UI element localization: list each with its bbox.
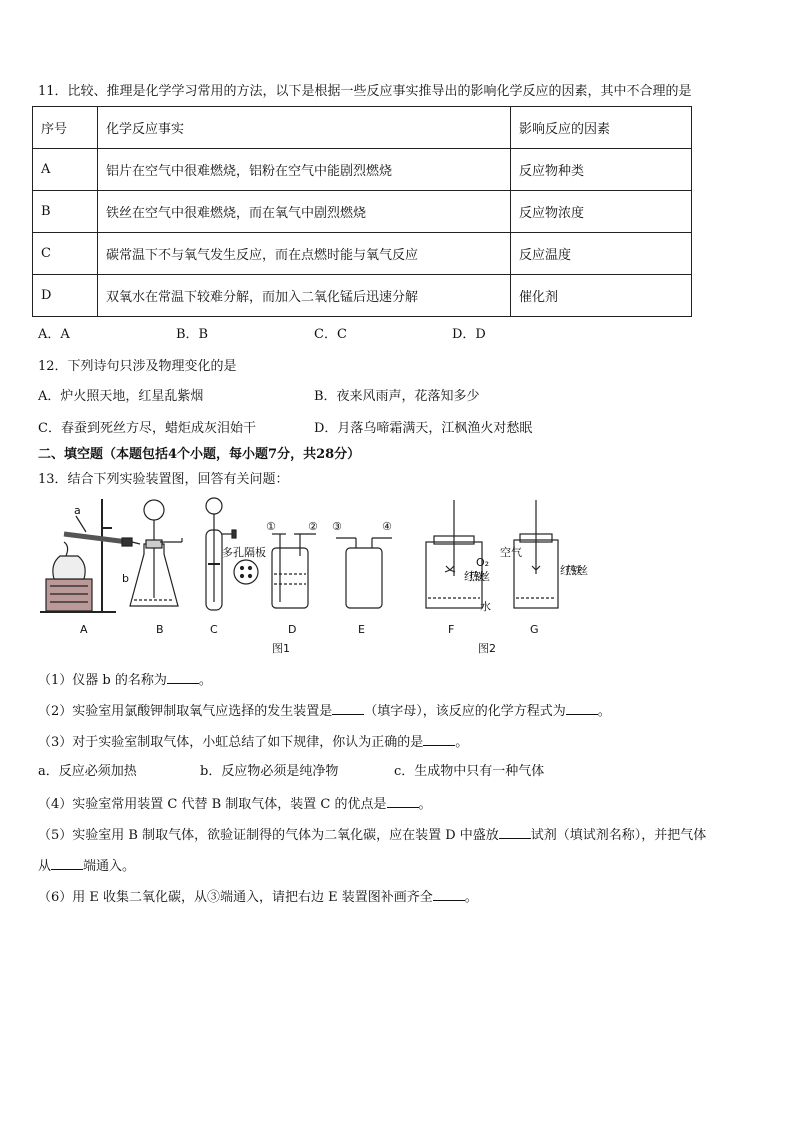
- f-water-label: 水: [480, 600, 491, 613]
- apparatus-b: [130, 500, 182, 606]
- letter-e: E: [358, 623, 365, 636]
- answer-blank[interactable]: [499, 826, 531, 839]
- g-hot-wire-label: 红热铁丝: [560, 564, 588, 577]
- letter-a: A: [80, 623, 88, 636]
- table-cell: 反应物浓度: [511, 191, 692, 233]
- answer-blank[interactable]: [387, 795, 419, 808]
- table-cell: 双氧水在常温下较难分解，而加入二氧化锰后迅速分解: [98, 275, 511, 317]
- apparatus-a: [40, 499, 140, 612]
- g-air-label: 空气: [500, 546, 522, 559]
- label-b-small: b: [122, 572, 129, 585]
- table-cell: D: [33, 275, 98, 317]
- q11-option-a: A．A: [38, 327, 70, 342]
- answer-blank[interactable]: [423, 733, 455, 746]
- table-row: [33, 191, 692, 233]
- q13-part-3: （3）对于实验室制取气体，小虹总结了如下规律，你认为正确的是 。: [38, 735, 469, 750]
- table-header: 化学反应事实: [98, 107, 511, 149]
- table-header: 序号: [33, 107, 98, 149]
- figure-2-caption: 图2: [478, 642, 496, 655]
- q13-part-6: （6）用 E 收集二氧化碳，从③端通入，请把右边 E 装置图补画齐全 。: [38, 890, 478, 905]
- table-cell: 反应物种类: [511, 149, 692, 191]
- q12-option-b: B．夜来风雨声，花落知多少: [314, 389, 480, 404]
- porous-plate-label: 多孔隔板: [222, 546, 266, 559]
- q13-part-2: （2）实验室用氯酸钾制取氧气应选择的发生装置是 （填字母），该反应的化学方程式为 。: [38, 704, 611, 719]
- table-cell: 催化剂: [511, 275, 692, 317]
- apparatus-f: [426, 500, 482, 608]
- table-row: [33, 233, 692, 275]
- table-cell: A: [33, 149, 98, 191]
- apparatus-figure: [36, 494, 596, 662]
- port-3: ③: [332, 520, 342, 533]
- answer-blank[interactable]: [51, 857, 83, 870]
- table-header: 影响反应的因素: [511, 107, 692, 149]
- q12-option-c: C．春蚕到死丝方尽，蜡炬成灰泪始干: [38, 421, 256, 436]
- table-cell: 铁丝在空气中很难燃烧，而在氧气中剧烈燃烧: [98, 191, 511, 233]
- letter-f: F: [448, 623, 455, 636]
- q11-stem: 11．比较、推理是化学学习常用的方法，以下是根据一些反应事实推导出的影响化学反应的因素，其中不合理的是: [38, 84, 692, 99]
- table-header-row: [33, 107, 692, 149]
- letter-b: B: [156, 623, 164, 636]
- table-cell: 反应温度: [511, 233, 692, 275]
- port-4: ④: [382, 520, 392, 533]
- port-1: ①: [266, 520, 276, 533]
- q12-option-d: D．月落乌啼霜满天，江枫渔火对愁眠: [314, 421, 533, 436]
- q13-part-5: （5）实验室用 B 制取气体，欲验证制得的气体为二氧化碳，应在装置 D 中盛放 试剂（填试剂名称），并把气体: [38, 828, 707, 843]
- q11-table: [32, 106, 692, 317]
- answer-blank[interactable]: [332, 702, 364, 715]
- table-row: [33, 149, 692, 191]
- q12-stem: 12．下列诗句只涉及物理变化的是: [38, 359, 237, 374]
- letter-d: D: [288, 623, 297, 636]
- q13-stem: 13．结合下列实验装置图，回答有关问题：: [38, 472, 289, 487]
- letter-c: C: [210, 623, 218, 636]
- q13-p3-option-b: b．反应物必须是纯净物: [200, 764, 339, 779]
- f-hot-wire-label: 红热铁丝: [464, 570, 490, 583]
- label-a-small: a: [74, 504, 81, 517]
- table-cell: B: [33, 191, 98, 233]
- q11-option-d: D．D: [452, 327, 486, 342]
- port-2: ②: [308, 520, 318, 533]
- table-cell: 碳常温下不与氧气发生反应，而在点燃时能与氧气反应: [98, 233, 511, 275]
- apparatus-e: [336, 538, 392, 608]
- answer-blank[interactable]: [167, 671, 199, 684]
- table-row: [33, 275, 692, 317]
- q11-option-c: C．C: [314, 327, 347, 342]
- figure-1-caption: 图1: [272, 642, 290, 655]
- apparatus-d: [272, 534, 316, 608]
- f-o2-label: O₂: [476, 556, 490, 569]
- q12-option-a: A．炉火照天地，红星乱紫烟: [38, 389, 204, 404]
- table-cell: C: [33, 233, 98, 275]
- table-cell: 铝片在空气中很难燃烧，铝粉在空气中能剧烈燃烧: [98, 149, 511, 191]
- section-heading: 二、填空题（本题包括4个小题，每小题7分，共28分）: [38, 447, 361, 462]
- q13-p3-option-a: a．反应必须加热: [38, 764, 137, 779]
- answer-blank[interactable]: [566, 702, 598, 715]
- q13-part-1: （1）仪器 b 的名称为 。: [38, 673, 212, 688]
- q13-p3-option-c: c．生成物中只有一种气体: [394, 764, 545, 779]
- answer-blank[interactable]: [433, 888, 465, 901]
- q11-option-b: B．B: [176, 327, 209, 342]
- q13-part-5-cont: 从 端通入。: [38, 859, 136, 874]
- q13-part-4: （4）实验室常用装置 C 代替 B 制取气体，装置 C 的优点是 。: [38, 797, 432, 812]
- letter-g: G: [530, 623, 539, 636]
